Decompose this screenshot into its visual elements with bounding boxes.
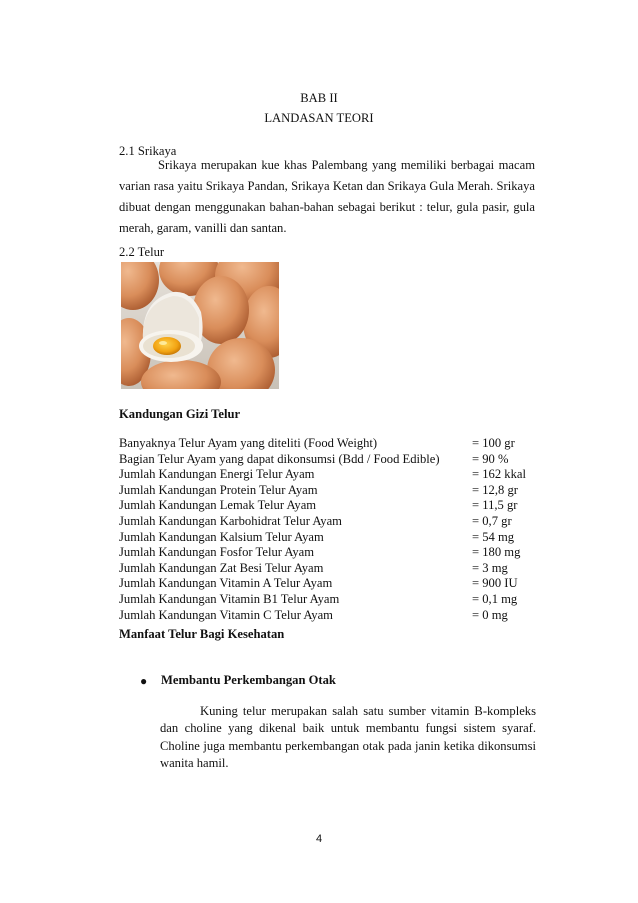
- nutrition-heading: Kandungan Gizi Telur: [119, 407, 241, 421]
- nutrition-table: [119, 436, 542, 623]
- nutrition-value: = 90 %: [472, 451, 509, 466]
- nutrition-label: Jumlah Kandungan Lemak Telur Ayam: [119, 498, 317, 513]
- nutrition-value: = 0 mg: [472, 607, 508, 622]
- nutrition-row: [119, 436, 542, 452]
- nutrition-value: = 900 IU: [472, 576, 518, 591]
- nutrition-row: [119, 576, 542, 592]
- nutrition-label: Jumlah Kandungan Kalsium Telur Ayam: [119, 529, 324, 544]
- nutrition-row: [119, 467, 542, 483]
- nutrition-value: = 12,8 gr: [472, 482, 518, 497]
- nutrition-row: [119, 561, 542, 577]
- nutrition-value: = 0,7 gr: [472, 513, 512, 528]
- nutrition-value: = 180 mg: [472, 545, 521, 560]
- nutrition-label: Jumlah Kandungan Vitamin B1 Telur Ayam: [119, 591, 340, 606]
- section-heading-srikaya: 2.1 Srikaya: [119, 144, 177, 158]
- nutrition-row: [119, 530, 542, 546]
- nutrition-value: = 3 mg: [472, 560, 508, 575]
- nutrition-row: [119, 545, 542, 561]
- nutrition-value: = 54 mg: [472, 529, 515, 544]
- bullet-title: Membantu Perkembangan Otak: [161, 673, 336, 687]
- nutrition-row: [119, 483, 542, 499]
- bullet-icon: ●: [140, 674, 148, 688]
- chapter-number: BAB II: [300, 91, 338, 105]
- section-heading-telur: 2.2 Telur: [119, 245, 165, 259]
- nutrition-label: Jumlah Kandungan Karbohidrat Telur Ayam: [119, 513, 342, 528]
- nutrition-label: Jumlah Kandungan Fosfor Telur Ayam: [119, 545, 315, 560]
- nutrition-value: = 162 kkal: [472, 467, 526, 482]
- nutrition-value: = 100 gr: [472, 436, 515, 450]
- chapter-title: LANDASAN TEORI: [264, 111, 374, 125]
- nutrition-row: [119, 592, 542, 608]
- nutrition-label: Jumlah Kandungan Energi Telur Ayam: [119, 467, 315, 482]
- nutrition-label: Bagian Telur Ayam yang dapat dikonsumsi (Bdd / Food Edible): [119, 451, 440, 466]
- nutrition-value: = 11,5 gr: [472, 498, 518, 513]
- benefit-heading: Manfaat Telur Bagi Kesehatan: [119, 627, 285, 641]
- nutrition-row: [119, 452, 542, 468]
- nutrition-row: [119, 498, 542, 514]
- nutrition-row: [119, 608, 542, 624]
- srikaya-paragraph: Srikaya merupakan kue khas Palembang yang memiliki berbagai macam varian rasa yaitu Srikaya Pandan, Srikaya Ketan dan Srikaya Gula Merah. Srikaya dibuat dengan menggunakan bahan-bahan sebagai berikut : telur, gula pasir, gula merah, garam, vanilli dan santan.: [119, 158, 535, 235]
- nutrition-label: Jumlah Kandungan Zat Besi Telur Ayam: [119, 560, 324, 575]
- nutrition-label: Jumlah Kandungan Vitamin C Telur Ayam: [119, 607, 333, 622]
- eggs-photo: [121, 262, 279, 389]
- nutrition-label: Jumlah Kandungan Protein Telur Ayam: [119, 482, 318, 497]
- nutrition-label: Banyaknya Telur Ayam yang diteliti (Food Weight): [119, 436, 378, 450]
- nutrition-label: Jumlah Kandungan Vitamin A Telur Ayam: [119, 576, 333, 591]
- nutrition-row: [119, 514, 542, 530]
- bullet-paragraph: Kuning telur merupakan salah satu sumber vitamin B-kompleks dan choline yang dikenal baik untuk membantu fungsi sistem syaraf. Choline juga membantu perkembangan otak pada janin ketika dikonsumsi wanita hamil.: [160, 704, 536, 771]
- nutrition-value: = 0,1 mg: [472, 591, 518, 606]
- page-number: 4: [315, 833, 323, 845]
